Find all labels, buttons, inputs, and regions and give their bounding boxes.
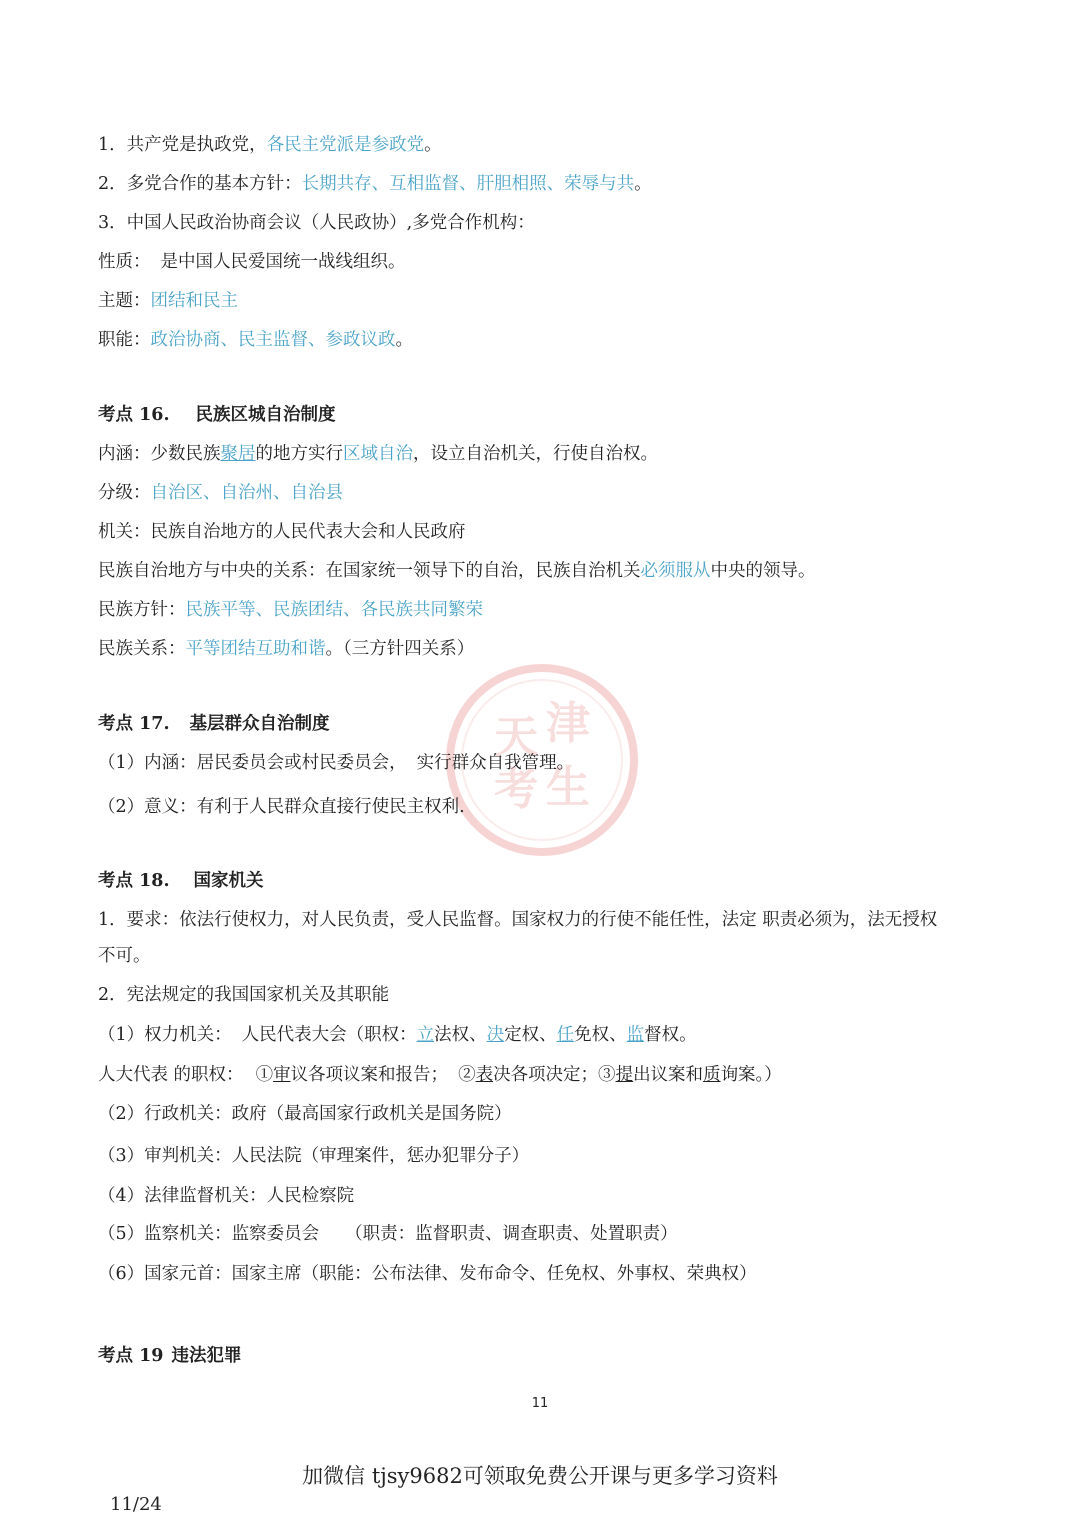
section-heading-19: 考点 19 违法犯罪: [98, 1346, 242, 1366]
organs-line-8: （5）监察机关：监察委员会 （职责：监督职责、调查职责、处置职责）: [98, 1224, 678, 1244]
organs-line-5: （2）行政机关：政府（最高国家行政机关是国务院）: [98, 1104, 512, 1124]
organs-line-1: 1．要求：依法行使权力，对人民负责，受人民监督。国家权力的行使不能任性，法定 职责必须为，法无授权: [98, 910, 938, 930]
section-heading-16: 考点 16. 民族区城自治制度: [98, 405, 336, 425]
autonomy-line-1: 内涵：少数民族聚居的地方实行区域自治，设立自治机关，行使自治权。: [98, 444, 658, 464]
organs-line-3: （1）权力机关： 人民代表大会（职权：立法权、决定权、任免权、监督权。: [98, 1025, 697, 1045]
highlight-text: 各民主党派是参政党: [266, 135, 425, 155]
party-line-6: 职能：政治协商、民主监督、参政议政。: [98, 330, 413, 350]
autonomy-line-2: 分级：自治区、自治州、自治县: [98, 483, 343, 503]
organs-line-9: （6）国家元首：国家主席（职能：公布法律、发布命令、任免权、外事权、荣典权）: [98, 1264, 757, 1284]
highlight-text: 政治协商、民主监督、参政议政: [150, 330, 396, 350]
highlight-text: 民族平等、民族团结、各民族共同繁荣: [185, 600, 483, 620]
party-line-5: 主题：团结和民主: [98, 291, 238, 311]
highlight-text: 团结和民主: [150, 291, 238, 311]
party-line-2: 2．多党合作的基本方针：长期共存、互相监督、肝胆相照、荣辱与共。: [98, 174, 652, 194]
party-line-4: 性质： 是中国人民爱国统一战线组织。: [98, 252, 406, 272]
party-line-3: 3．中国人民政治协商会议（人民政协）,多党合作机构：: [98, 213, 535, 233]
autonomy-line-5: 民族方针：民族平等、民族团结、各民族共同繁荣: [98, 600, 483, 620]
highlight-text: 聚居: [220, 444, 256, 464]
organs-line-7: （4）法律监督机关：人民检察院: [98, 1186, 355, 1206]
highlight-text: 平等团结互助和谐: [185, 639, 326, 659]
organs-line-4: 人大代表 的职权： ①审议各项议案和报告； ②表决各项决定；③提出议案和质询案。）: [98, 1065, 782, 1085]
footer-promo-text: 加微信 tjsy9682可领取免费公开课与更多学习资料: [302, 1464, 778, 1488]
organs-line-6: （3）审判机关：人民法院（审理案件，惩办犯罪分子）: [98, 1146, 530, 1166]
party-line-1: 1．共产党是执政党，各民主党派是参政党。: [98, 135, 442, 155]
autonomy-line-6: 民族关系：平等团结互助和谐。（三方针四关系）: [98, 639, 475, 659]
page-number: 11: [531, 1396, 549, 1411]
autonomy-line-4: 民族自治地方与中央的关系：在国家统一领导下的自治，民族自治机关必须服从中央的领导。: [98, 561, 816, 581]
grassroots-line-1: （1）内涵：居民委员会或村民委员会， 实行群众自我管理。: [98, 753, 575, 773]
watermark-seal-text: 天 津考 生: [494, 698, 590, 815]
grassroots-line-2: （2）意义：有利于人民群众直接行使民主权利.: [98, 797, 465, 817]
page-counter: 11/24: [110, 1494, 162, 1515]
section-heading-17: 考点 17. 基层群众自治制度: [98, 714, 330, 734]
highlight-text: 自治区、自治州、自治县: [150, 483, 343, 503]
highlight-text: 必须服从: [640, 561, 711, 581]
autonomy-line-3: 机关：民族自治地方的人民代表大会和人民政府: [98, 522, 466, 542]
highlight-text: 区域自治: [343, 444, 413, 464]
organs-line-1b: 不可。: [98, 946, 151, 966]
section-heading-18: 考点 18. 国家机关: [98, 871, 264, 891]
highlight-text: 长期共存、互相监督、肝胆相照、荣辱与共: [301, 174, 635, 194]
organs-line-2: 2．宪法规定的我国国家机关及其职能: [98, 985, 390, 1005]
